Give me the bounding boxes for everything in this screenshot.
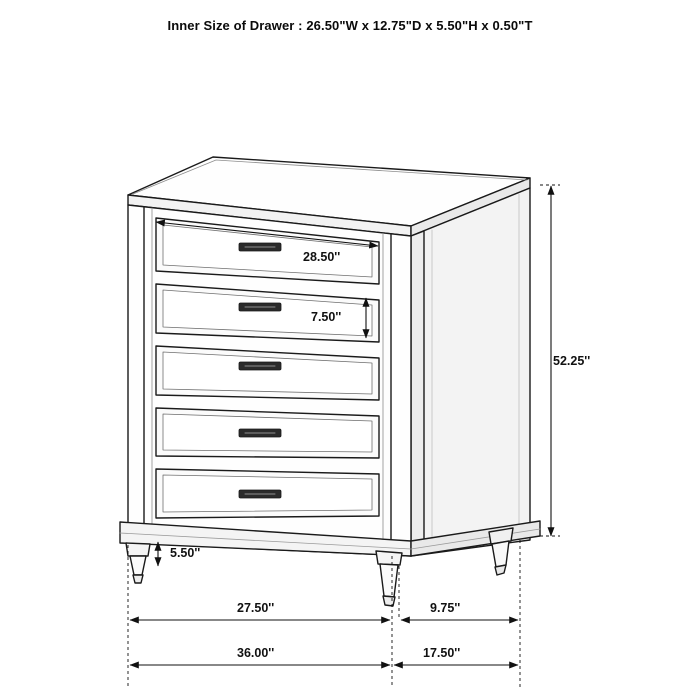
dimension-label-drawer-width: 28.50'' (303, 250, 341, 264)
dimension-label-total-height: 52.25'' (553, 354, 591, 368)
leg-front-left (126, 543, 150, 583)
drawer-handle-5 (239, 490, 281, 498)
dimension-label-leg-height: 5.50'' (170, 546, 201, 560)
dimension-label-side-depth: 9.75'' (430, 601, 461, 615)
drawer-handle-4 (239, 429, 281, 437)
leg-rear-right (489, 528, 513, 575)
drawer-front-4 (156, 408, 379, 458)
leg-front-right (376, 551, 402, 606)
page-title: Inner Size of Drawer : 26.50"W x 12.75"D x 5.50"H x 0.50"T (167, 18, 533, 33)
drawer-front-5 (156, 469, 379, 518)
drawer-handle-3 (239, 362, 281, 370)
drawer-handle-1 (239, 243, 281, 251)
drawer-handle-2 (239, 303, 281, 311)
dimension-label-front-width: 27.50'' (237, 601, 275, 615)
dimension-label-overall-depth: 17.50'' (423, 646, 461, 660)
chest-side-panel (411, 188, 530, 556)
dimension-label-overall-width: 36.00'' (237, 646, 275, 660)
dimension-label-drawer-height: 7.50'' (311, 310, 342, 324)
